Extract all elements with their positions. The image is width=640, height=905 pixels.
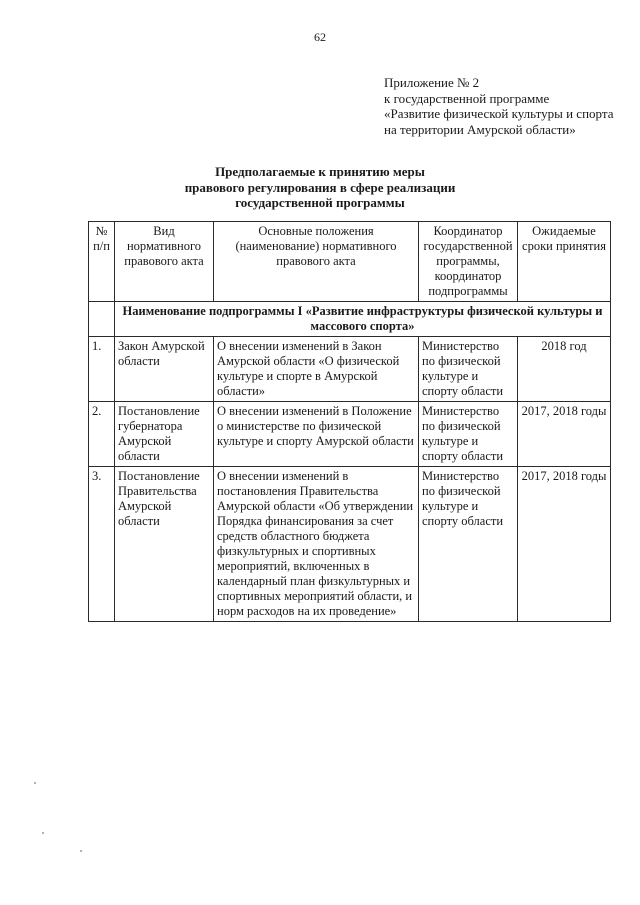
row-num: 3. — [89, 467, 115, 622]
row-coordinator: Министерство по физической культуре и спорту области — [419, 467, 518, 622]
row-act-kind: Постановление губернатора Амурской области — [115, 402, 214, 467]
row-coordinator: Министерство по физической культуре и спорту области — [419, 337, 518, 402]
appendix-note — [384, 75, 634, 137]
appendix-line: Приложение № 2 — [384, 75, 480, 90]
row-expected-dates: 2017, 2018 годы — [518, 467, 611, 622]
row-act-kind: Постановление Правительства Амурской области — [115, 467, 214, 622]
header-coordinator: Координатор государственной программы, координатор подпрограммы — [419, 222, 518, 302]
row-act-kind: Закон Амурской области — [115, 337, 214, 402]
row-coordinator: Министерство по физической культуре и спорту области — [419, 402, 518, 467]
document-title — [0, 164, 640, 211]
row-expected-dates: 2017, 2018 годы — [518, 402, 611, 467]
row-main-provisions: О внесении изменений в Закон Амурской области «О физической культуре и спорте в Амурской области» — [214, 337, 419, 402]
appendix-line: на территории Амурской области» — [384, 121, 576, 137]
appendix-line: «Развитие физической культуры и спорта — [384, 106, 614, 121]
table-row — [89, 337, 611, 402]
row-expected-dates: 2018 год — [518, 337, 611, 402]
appendix-line: к государственной программе — [384, 90, 550, 106]
subprogram-row — [89, 302, 611, 337]
table-row — [89, 467, 611, 622]
header-act-kind: Вид нормативного правового акта — [115, 222, 214, 302]
header-main-provisions: Основные положения (наименование) нормативного правового акта — [214, 222, 419, 302]
row-main-provisions: О внесении изменений в постановления Правительства Амурской области «Об утверждении Порядка финансирования за счет средств областного бюджета физкультурных и спортивных мероприятий, включенных в календарный план физкультурных и спортивных мероприятий области, и норм расходов на их проведение» — [214, 467, 419, 622]
title-line: Предполагаемые к принятию меры — [215, 164, 425, 179]
subprogram-title: Наименование подпрограммы I «Развитие инфраструктуры физической культуры и массового спорта» — [115, 302, 611, 337]
header-num: № п/п — [89, 222, 115, 302]
row-num: 2. — [89, 402, 115, 467]
title-line: государственной программы — [235, 195, 405, 210]
scan-artifact — [42, 832, 44, 834]
table-header-row — [89, 222, 611, 302]
row-main-provisions: О внесении изменений в Положение о министерстве по физической культуре и спорту Амурской области — [214, 402, 419, 467]
subprogram-empty-cell — [89, 302, 115, 337]
header-expected-dates: Ожидаемые сроки принятия — [518, 222, 611, 302]
title-line: правового регулирования в сфере реализации — [184, 179, 456, 195]
measures-table — [88, 221, 611, 622]
table-row — [89, 402, 611, 467]
page-number: 62 — [314, 30, 326, 44]
scan-artifact — [34, 782, 36, 784]
row-num: 1. — [89, 337, 115, 402]
scan-artifact — [80, 850, 82, 852]
